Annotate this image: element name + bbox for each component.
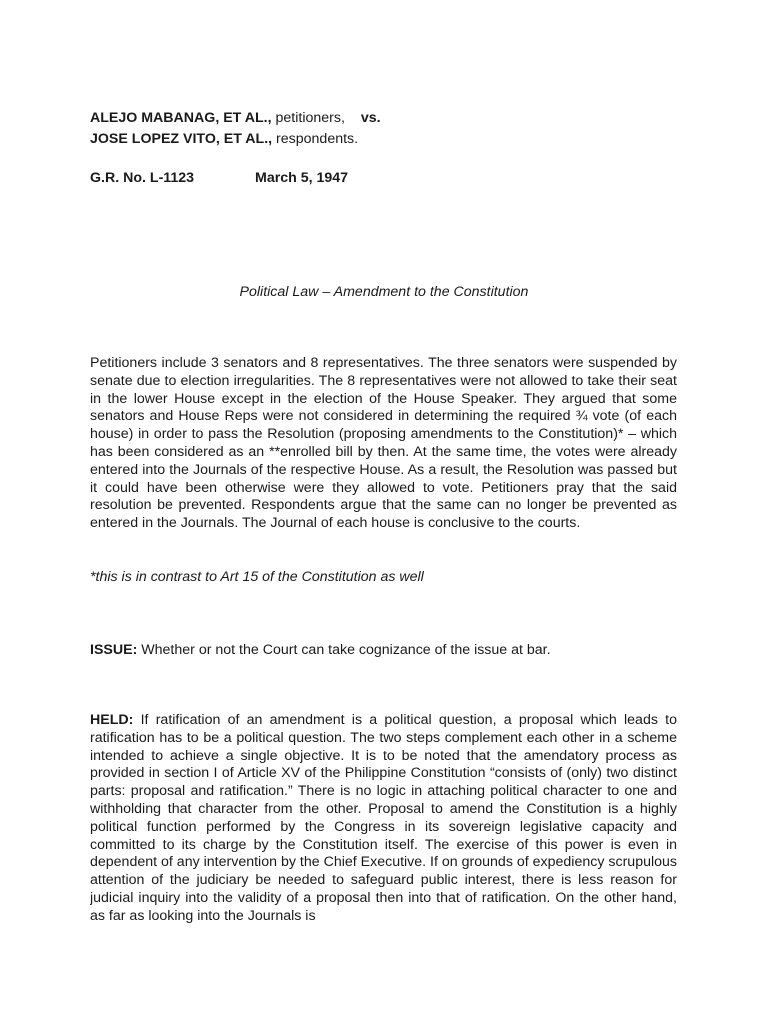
case-number-line: [90, 170, 677, 188]
gr-number: G.R. No. L-1123: [90, 170, 195, 186]
held-text: If ratification of an amendment is a political question, a proposal which leads to ratification has to be a political question. The two steps complement each other in a scheme intended to achieve a single objective. It is to be noted that the amendatory process as provided in section I of Article XV of the Philippine Constitution “consists of (only) two distinct parts: proposal and ratification.” There is no logic in attaching political character to one and withholding that character from the other. Proposal to amend the Constitution is a highly political function performed by the Congress in its sovereign legislative capacity and committed to its charge by the Constitution itself. The exercise of this power is even in dependent of any intervention by the Chief Executive. If on grounds of expediency scrupulous attention of the judiciary be needed to safeguard public interest, there is less reason for judicial inquiry into the validity of a proposal then into that of ratification. On the other hand, as far as looking into the Journals is: [90, 712, 677, 924]
petitioner-role: petitioners,: [271, 110, 345, 126]
case-parties-petitioners: [90, 110, 677, 128]
issue-paragraph: [90, 642, 677, 660]
petitioner-name: ALEJO MABANAG, ET AL.,: [90, 110, 272, 126]
issue-text: Whether or not the Court can take cognizance of the issue at bar.: [137, 642, 551, 658]
facts-paragraph: Petitioners include 3 senators and 8 representatives. The three senators were suspended by senate due to election irregularities. The 8 representatives were not allowed to take their seat in the lower House except in the election of the House Speaker. They argued that some senators and House Reps were not considered in determining the required ¾ vote (of each house) in order to pass the Resolution (proposing amendments to the Constitution)* – which has been considered as an **enrolled bill by then. At the same time, the votes were already entered into the Journals of the respective House. As a result, the Resolution was passed but it could have been otherwise were they allowed to vote. Petitioners pray that the said resolution be prevented. Respondents argue that the same can no longer be prevented as entered in the Journals. The Journal of each house is conclusive to the courts.: [90, 355, 677, 532]
held-label: HELD:: [90, 712, 134, 728]
held-paragraph: [90, 712, 677, 942]
issue-label: ISSUE:: [90, 642, 138, 658]
case-parties-respondents: [90, 131, 677, 149]
subject-heading: Political Law – Amendment to the Constitution: [239, 284, 529, 300]
respondent-role: respondents.: [272, 131, 359, 147]
respondent-name: JOSE LOPEZ VITO, ET AL.,: [90, 131, 273, 147]
footnote: *this is in contrast to Art 15 of the Constitution as well: [90, 569, 424, 585]
decision-date: March 5, 1947: [255, 170, 349, 186]
versus-label: vs.: [360, 110, 381, 126]
